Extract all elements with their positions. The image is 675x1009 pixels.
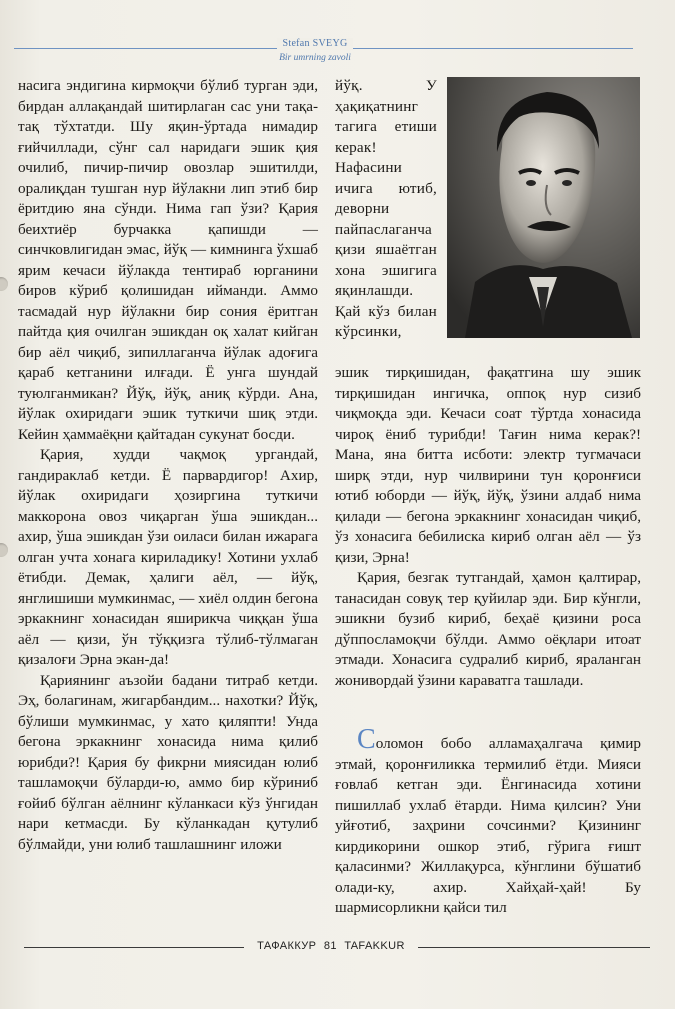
binder-hole <box>0 543 8 557</box>
footer-rule <box>418 947 650 948</box>
paragraph: йўқ. У ҳақиқатнинг тагига етиши керак! Нафасини ичига ютиб, деворни пайпаслаганча қизи яшаётган хона эшигига яқинлашди. Қай кўз билан кўрсинки, <box>335 77 437 340</box>
narrow-column <box>335 76 437 343</box>
portrait-image <box>447 77 640 338</box>
header-subtitle: Bir umrning zavoli <box>279 53 351 63</box>
paragraph: эшик тирқишидан, фақатгина шу эшик тирқишидан ингичка, оппоқ нур сизиб чиқмоқда эди. Кечаси соат тўртда хонасида чироқ ёниб турибди! Тағин нима керак?! Мана, яна битта исботи: электр тугмачаси ширқ этди, нур чилвирини тун қоронғиси ютиб юборди — йўқ, йўқ, ўзини алдаб нима қилади — бегона эркакнинг хонасидан чиқиб, ўз хонасига бебилиска кириб олган аёл — ўз қизи, Эрна! <box>335 364 641 566</box>
page-footer <box>244 940 418 952</box>
binder-hole <box>0 277 8 291</box>
footer-magazine-cyrillic: ТАФАККУР <box>257 940 317 952</box>
paragraph: Қария, безгак тутгандай, ҳамон қалтирар, танасидан совуқ тер қуйилар эди. Бир кўнгли, эшикни бузиб кириб, беҳаё қизини роса дўппосламоқчи бўлди. Аммо оёқлари итоат этмади. Хонасига судралиб кириб, яраланган жонивордай ўзини караватга ташлади. <box>335 569 641 689</box>
footer-rule <box>24 947 244 948</box>
paragraph: насига эндигина кирмоқчи бўлиб турган эди, бирдан аллақандай шитирлаган сас уни тақа-тақ тўхтатди. Шу яқин-ўртада нимадир ғийчиллади, сўнг сал наридаги эшик қия очилиб, пичир-пичир овозлар эшитилди, оралиқдан тушган нур йўлакни лип этиб бир ёритдию яна сўнди. Нима гап ўзи? Қария беихтиёр бурчакка қапишди — синчковлигидан эмас, йўқ — кимнинга ўхшаб ярим кечаси йўлакда тентираб юрганини биров кўриб қолишидан ийманди. Аммо тасмадай нур йўлакни бир сония ёритган пайтда қия очилган эшикдан оқ халат кийган бир аёл чиқиб, зипиллаганча йўлак адоғига қараб кетганини илғади. Ё унга шундай туюлганмикан? Йўқ, йўқ, аниқ кўрди. Ана, йўлак охиридаги эшик туткичи шиқ этди. Кейин ҳаммаёқни қайтадан сукунат босди. <box>18 77 318 443</box>
header-author: Stefan SVEYG <box>277 38 354 50</box>
right-column-section <box>335 724 641 919</box>
running-header <box>200 38 430 64</box>
paragraph: Қария, худди чақмоқ ургандай, гандираклаб кетди. Ё парвардигор! Ахир, йўлак охиридаги ҳозиргина туткичи маккорона овоз чиқарган ўша эшикдан... ахир, ўша эшикдан ўзи оиласи билан ижарага олган учта хонага кириладику! Хотини ухлаб ётибди. Демак, ҳалиги аёл, — йўқ, янглишиши мумкинмас, — хиёл олдин бегона эркакнинг хонасидан яширикча чиққан ўша аёл — қизи, ўн тўққизга тўлиб-тўлмаган қизалоғи Эрна экан-да! <box>18 446 318 668</box>
drop-cap: С <box>357 724 376 755</box>
paragraph <box>335 724 641 919</box>
footer-magazine-latin: TAFAKKUR <box>344 940 405 952</box>
left-column <box>18 76 318 855</box>
page-number: 81 <box>323 940 337 952</box>
author-portrait-photo <box>447 77 640 338</box>
right-column <box>335 363 641 691</box>
paragraph: Қариянинг аъзойи бадани титраб кетди. Эҳ, болагинам, жигарбандим... нахотки? Йўқ, бўлиши мумкинмас, у хато қиляпти! Унда бегона эркакнинг хонасида нима қилиб юрибди?! Қария бу фикрни миясидан юлиб ташламоқчи бўларди-ю, аммо бир кўриниб ғойиб бўлган аёлнинг кўланкаси кўз ўнгидан нари кетмасди. Бу кўланкадан қутулиб бўлмайди, уни юлиб ташлашнинг иложи <box>18 671 318 853</box>
paragraph-text: оломон бобо алламаҳалгача қимир этмай, қоронғиликка термилиб ётди. Мияси ғовлаб кетган эди. Ёнгинасида хотини пишиллаб ухлаб ётарди. Нима қилсин? Уни уйғотиб, заҳрини сочсинми? Қизининг кирдикорини ошкор этиб, гўрига ғишт қаласинми? Жиллақурса, кўнглини бўшатиб олади-ку, ахир. Хайҳай-ҳай! Бу шармисорликни қайси тил <box>335 735 641 916</box>
